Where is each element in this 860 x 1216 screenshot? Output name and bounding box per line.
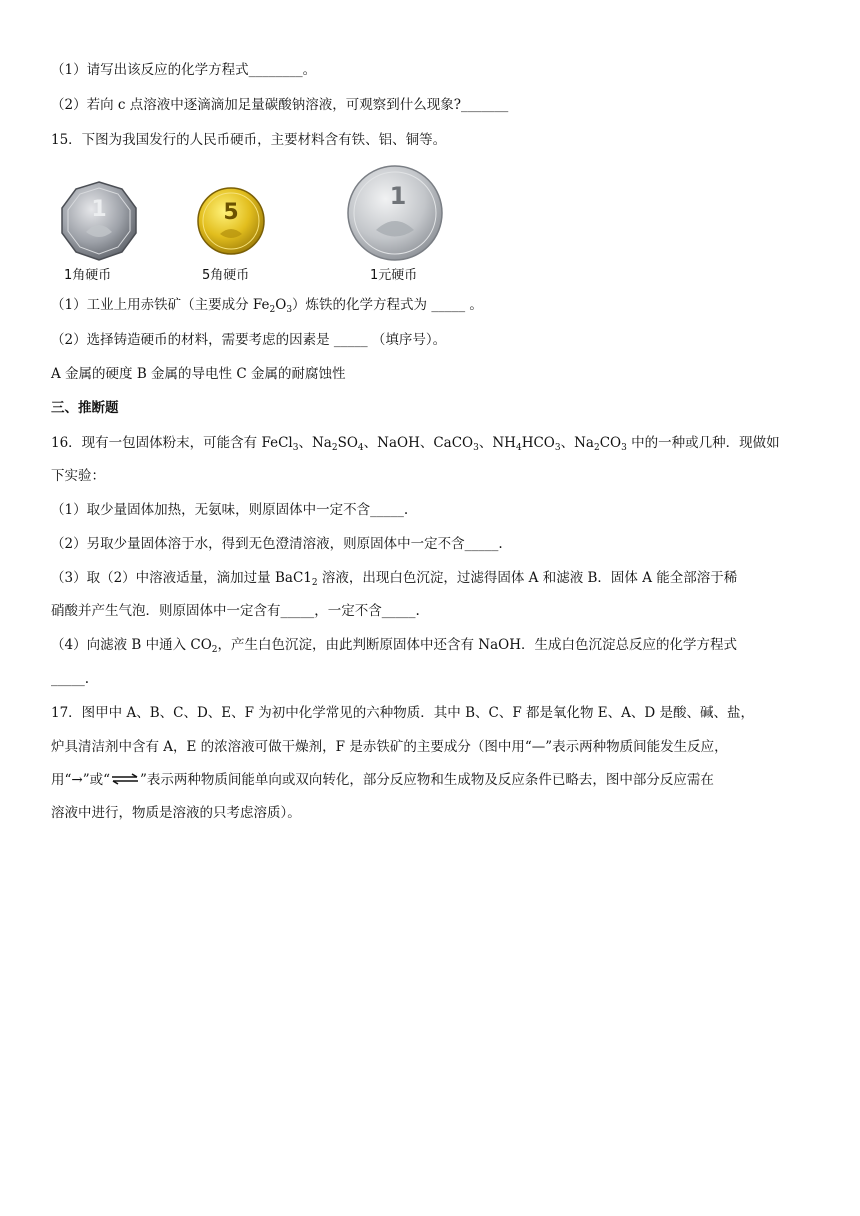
q15-options: A 金属的硬度 B 金属的导电性 C 金属的耐腐蚀性: [51, 366, 346, 382]
q15-part2: （2）选择铸造硬币的材料，需要考虑的因素是 _____ （填序号）。: [51, 332, 447, 348]
section-heading-inference: 三、推断题: [51, 400, 119, 416]
q16-part4-line2: _____.: [51, 671, 90, 687]
q17-stem-line4: 溶液中进行，物质是溶液的只考虑溶质）。: [51, 805, 301, 821]
five-jiao-coin-image: [196, 186, 266, 256]
coin1-caption: 1角硬币: [64, 268, 112, 283]
coin3-caption: 1元硬币: [370, 268, 418, 283]
one-jiao-coin-image: [58, 180, 140, 262]
q16-part2: （2）另取少量固体溶于水，得到无色澄清溶液，则原固体中一定不含_____.: [51, 536, 503, 552]
q17-stem-line2: 炉具清洁剂中含有 A，E 的浓溶液可做干燥剂，F 是赤铁矿的主要成分（图中用“—”表示两种物质间能发生反应，: [51, 739, 728, 755]
q16-stem-line2: 下实验：: [51, 468, 105, 484]
coin-figure: [54, 172, 484, 287]
coin2-face-digit: 5: [223, 200, 239, 225]
q17-stem-line3: 用“→”或“ ”表示两种物质间能单向或双向转化，部分反应物和生成物及反应条件已略去，图中部分反应需在: [51, 772, 714, 788]
q17-stem-line1: 17．图甲中 A、B、C、D、E、F 为初中化学常见的六种物质．其中 B、C、F 都是氧化物 E、A、D 是酸、碱、盐，: [51, 705, 755, 721]
q15-part1: （1）工业上用赤铁矿（主要成分 $Fe_2O_3$）炼铁的化学方程式为 _____ 。: [51, 297, 483, 315]
q16-part3-line2: 硝酸并产生气泡．则原固体中一定含有_____，一定不含_____.: [51, 603, 420, 619]
q16-part4-line1: （4）向滤液 B 中通入 $CO_2$，产生白色沉淀，由此判断原固体中还含有 NaOH．生成白色沉淀总反应的化学方程式: [51, 637, 738, 655]
coin2-caption: 5角硬币: [202, 268, 250, 283]
coin3-face-digit: 1: [389, 182, 407, 210]
q16-part1: （1）取少量固体加热，无氨味，则原固体中一定不含_____.: [51, 502, 409, 518]
coin1-face-digit: 1: [91, 197, 107, 222]
q16-part3-line1: （3）取（2）中溶液适量，滴加过量 $BaC1_2$ 溶液，出现白色沉淀，过滤得固体 A 和滤液 B．固体 A 能全部溶于稀: [51, 570, 738, 588]
double-arrow-icon: [110, 772, 140, 790]
q14-part2: （2）若向 c 点溶液中逐滴滴加足量碳酸钠溶液，可观察到什么现象?_______: [51, 97, 509, 113]
q16-stem-line1: 16．现有一包固体粉末，可能含有 FeCl$_3$、$Na_2SO_4$、NaOH、CaCO$_3$、$NH_4HCO_3$、$Na_2CO_3$ 中的一种或几种．现做如: [51, 435, 780, 453]
q15-stem: 15．下图为我国发行的人民币硬币，主要材料含有铁、铝、铜等。: [51, 132, 447, 148]
one-yuan-coin-image: [346, 164, 444, 262]
q14-part1: （1）请写出该反应的化学方程式________。: [51, 62, 317, 78]
